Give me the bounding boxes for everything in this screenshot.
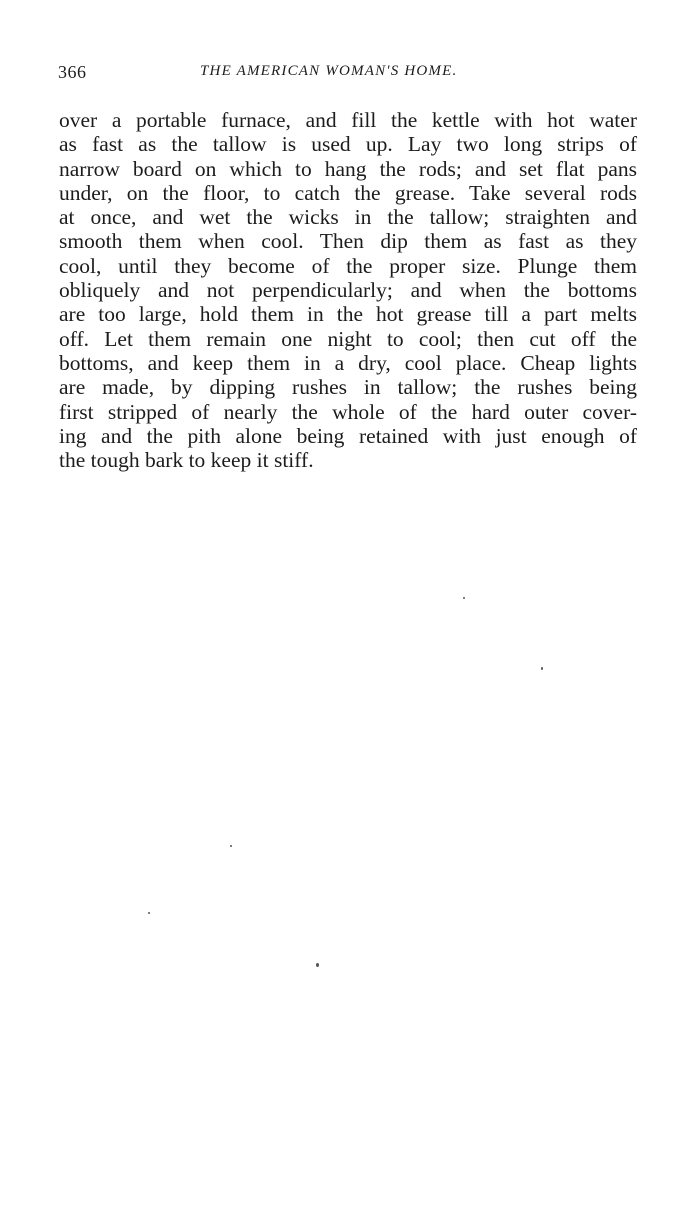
text-line: obliquely and not perpendicularly; and when the bottoms (59, 278, 637, 303)
scan-speck (316, 963, 319, 967)
text-line: at once, and wet the wicks in the tallow; straighten and (59, 205, 637, 230)
scan-speck (230, 845, 232, 847)
scan-speck (148, 912, 150, 914)
text-line: are too large, hold them in the hot grease till a part melts (59, 302, 637, 327)
text-line: over a portable furnace, and fill the kettle with hot water (59, 108, 637, 132)
text-line: cool, until they become of the proper size. Plunge them (59, 253, 637, 278)
text-line: smooth them when cool. Then dip them as fast as they (59, 229, 637, 254)
page-number: 366 (58, 62, 87, 82)
text-line: bottoms, and keep them in a dry, cool place. Cheap lights (59, 350, 637, 375)
running-head (58, 62, 634, 86)
body-paragraph (59, 108, 637, 472)
text-line: as fast as the tallow is used up. Lay two long strips of (59, 132, 637, 157)
text-line: under, on the floor, to catch the grease. Take several rods (59, 180, 637, 205)
scan-speck (463, 597, 465, 599)
text-line: the tough bark to keep it stiff. (59, 448, 314, 473)
text-line: are made, by dipping rushes in tallow; the rushes being (59, 375, 637, 400)
text-line: narrow board on which to hang the rods; and set flat pans (59, 156, 637, 181)
text-line: off. Let them remain one night to cool; then cut off the (59, 326, 637, 351)
scan-speck (541, 667, 543, 670)
text-line: first stripped of nearly the whole of the hard outer cover- (59, 399, 637, 424)
text-line: ing and the pith alone being retained with just enough of (59, 423, 637, 448)
running-title: THE AMERICAN WOMAN'S HOME. (200, 63, 458, 79)
